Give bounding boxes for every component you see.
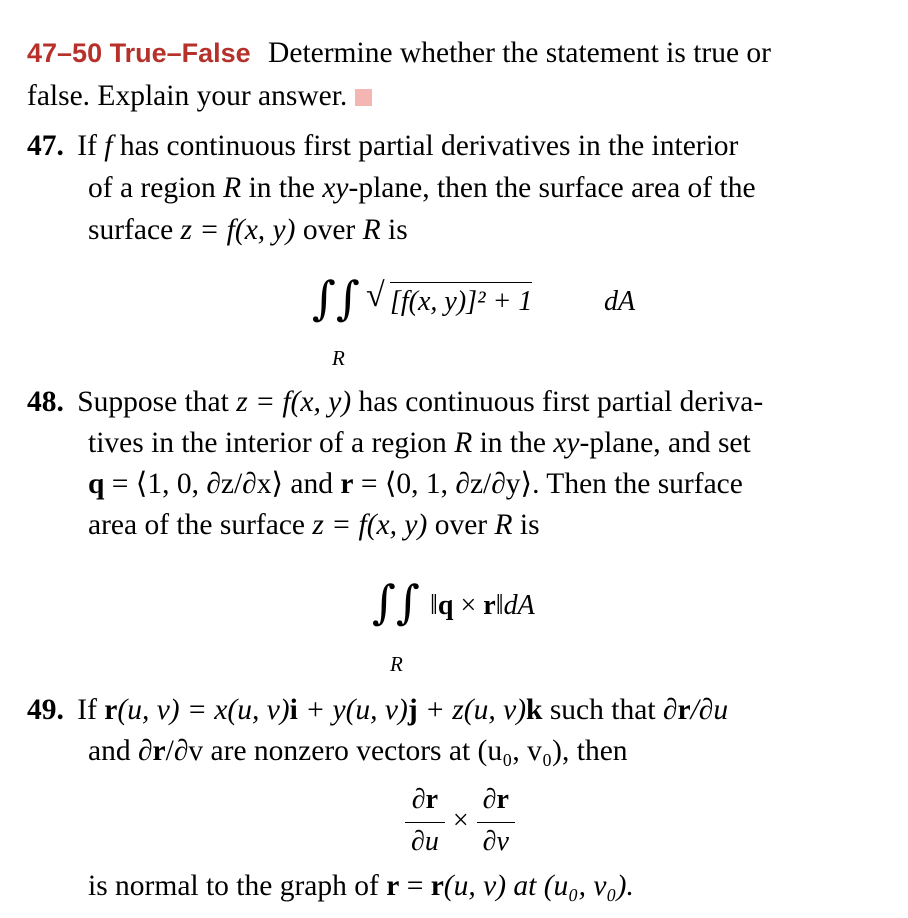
problem-49-line-1 [27, 692, 728, 728]
expression: + z(u, v) [417, 694, 527, 726]
problem-49-line-2 [88, 733, 628, 769]
exercise-intro-line-1 [27, 35, 771, 71]
norm-expression [430, 588, 535, 624]
text: /∂v are nonzero vectors at (u₀, v₀), then [165, 735, 628, 767]
problem-48-line-4 [88, 507, 540, 543]
text: -plane, then the surface area of the [348, 172, 756, 204]
exercise-intro-line-2 [27, 78, 372, 114]
text: in the [472, 427, 554, 459]
differential-dA: dA [503, 590, 535, 621]
vector-r: r [386, 870, 400, 902]
vector-r: r [104, 694, 118, 726]
vector-r: r [340, 468, 354, 500]
vector-q: q [88, 468, 105, 500]
equation: z = f(x, y) [180, 214, 296, 246]
var-f: f [104, 130, 113, 162]
problem-49-line-3 [88, 868, 634, 904]
problem-47-line-1 [27, 128, 738, 164]
var-R: R [362, 214, 381, 246]
problem-47-line-3 [88, 212, 408, 248]
double-integral-symbol: ∫∫ [372, 575, 420, 629]
text: . Then the surface [532, 468, 743, 500]
vector-r: r [677, 694, 691, 726]
end-marker-square-icon [355, 89, 372, 106]
text: = [399, 870, 431, 902]
var-R: R [223, 172, 242, 204]
expression: (u, v) at (u₀, v₀). [443, 870, 634, 902]
intro-text-2: false. Explain your answer. [27, 80, 348, 112]
text: If [77, 694, 105, 726]
text: is [380, 214, 408, 246]
text: such that ∂ [542, 694, 678, 726]
numerator: ∂r [405, 782, 445, 823]
cross-sign: × [452, 804, 469, 836]
text: -plane, and set [579, 427, 751, 459]
unit-k: k [526, 694, 543, 726]
expression: (u, v) = x(u, v) [117, 694, 290, 726]
problem-49-formula [405, 782, 515, 859]
vector-r: r [483, 590, 496, 621]
norm-bar: ‖ [495, 590, 504, 621]
expression: + y(u, v) [297, 694, 408, 726]
var-R: R [454, 427, 473, 459]
text: and ∂ [88, 735, 153, 767]
unit-i: i [289, 694, 298, 726]
text: tives in the interior of a region [88, 427, 455, 459]
text: in the [241, 172, 323, 204]
exercise-heading: 47–50 True–False [27, 38, 251, 68]
numerator: ∂r [477, 782, 515, 823]
radicand: [f(x, y)]² + 1 [390, 282, 532, 320]
text: has continuous first partial derivatives in the interior [112, 130, 739, 162]
vector-r: r [152, 735, 166, 767]
problem-47-number: 47. [27, 130, 64, 162]
var-xy: xy [553, 427, 580, 459]
text: is normal to the graph of [88, 870, 387, 902]
text: over [427, 509, 495, 541]
text: has continuous first partial deriva- [351, 386, 764, 418]
norm-bar: ‖ [430, 590, 438, 621]
text: Suppose that [77, 386, 237, 418]
expression: /∂u [690, 694, 729, 726]
problem-48-number: 48. [27, 386, 64, 418]
equation: z = f(x, y) [312, 509, 428, 541]
cross-sign: × [453, 590, 484, 621]
problem-48-line-1 [27, 384, 763, 420]
r-definition: = ⟨0, 1, ∂z/∂y⟩ [353, 468, 533, 500]
q-definition: = ⟨1, 0, ∂z/∂x⟩ [104, 468, 284, 500]
problem-48-line-2 [88, 425, 751, 461]
partial-fraction-u [405, 782, 445, 859]
differential-dA: dA [604, 286, 636, 317]
var-xy: xy [322, 172, 349, 204]
denominator: ∂u [411, 826, 439, 857]
partial-fraction-v [477, 782, 515, 859]
text: If [77, 130, 105, 162]
region-subscript: R [332, 346, 345, 370]
var-R: R [494, 509, 513, 541]
equation: z = f(x, y) [236, 386, 352, 418]
text: over [295, 214, 363, 246]
problem-48-line-3 [88, 466, 743, 502]
text: and [283, 468, 341, 500]
text: area of the surface [88, 509, 313, 541]
radical-sign: √ [366, 277, 385, 314]
intro-text: Determine whether the statement is true or [268, 37, 772, 69]
text: of a region [88, 172, 224, 204]
double-integral-symbol: ∫∫ [312, 271, 360, 325]
problem-49-number: 49. [27, 694, 64, 726]
text: is [512, 509, 540, 541]
vector-r: r [430, 870, 444, 902]
problem-47-line-2 [88, 170, 756, 206]
denominator: ∂v [482, 826, 509, 857]
vector-q: q [437, 590, 454, 621]
region-subscript: R [390, 652, 403, 676]
text: surface [88, 214, 181, 246]
unit-j: j [407, 694, 418, 726]
